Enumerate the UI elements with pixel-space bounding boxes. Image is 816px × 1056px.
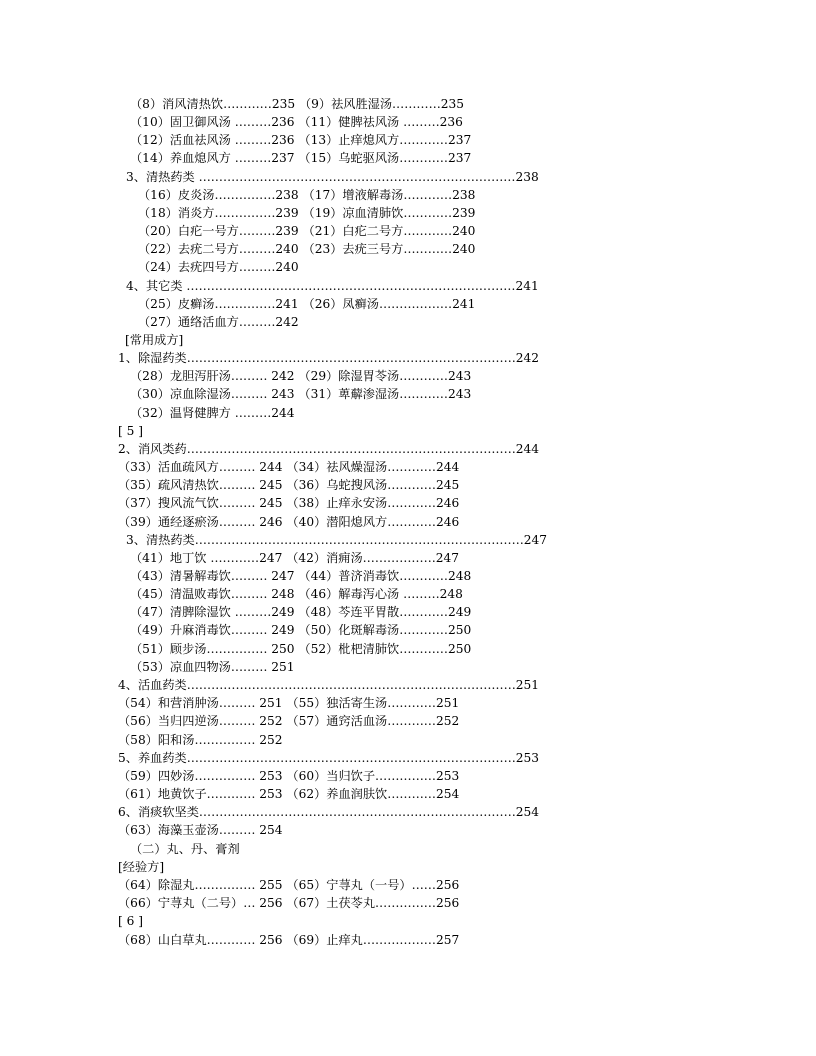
toc-entry: （68）山白草丸………… 256 （69）止痒丸………………257 [118,933,460,947]
toc-entry: （53）凉血四物汤……… 251 [130,660,295,674]
toc-entry: （47）清脾除湿饮 ………249 （48）芩连平胃散…………249 [130,605,472,619]
toc-group-heading: [常用成方] [125,333,184,347]
toc-entry: （37）搜风流气饮……… 245 （38）止痒永安汤…………246 [118,496,460,510]
toc-entry: （20）白疕一号方………239 （21）白疕二号方…………240 [138,224,476,238]
toc-section-heading: 6、消痰软坚类……………………………………………………………………254 [118,805,540,819]
page-marker: [ 5 ] [118,424,144,438]
toc-entry: （35）疏风清热饮……… 245 （36）乌蛇搜风汤…………245 [118,478,460,492]
toc-section-heading: 3、清热药类………………………………………………………………………247 [126,533,548,547]
toc-section-heading: 1、除湿药类………………………………………………………………………242 [118,351,540,365]
toc-entry: （33）活血疏风方……… 244 （34）祛风燥湿汤…………244 [118,460,460,474]
toc-entry: （39）通经逐瘀汤……… 246 （40）潜阳熄风方…………246 [118,515,460,529]
toc-section-heading: 3、清热药类 ……………………………………………………………………238 [126,170,539,184]
toc-entry: （45）清温败毒饮……… 248 （46）解毒泻心汤 ………248 [130,587,463,601]
toc-section-heading: 5、养血药类………………………………………………………………………253 [118,751,540,765]
toc-entry: （8）消风清热饮…………235 （9）祛风胜湿汤…………235 [130,97,465,111]
toc-group-heading: [经验方] [118,860,165,874]
toc-entry: （59）四妙汤…………… 253 （60）当归饮子……………253 [118,769,460,783]
toc-entry: （51）顾步汤…………… 250 （52）枇杷清肺饮…………250 [130,642,472,656]
toc-section-heading: 2、消风类药………………………………………………………………………244 [118,442,540,456]
toc-entry: （41）地丁饮 …………247 （42）消痈汤………………247 [130,551,460,565]
toc-entry: （12）活血祛风汤 ………236 （13）止痒熄风方…………237 [130,133,472,147]
toc-entry: （32）温肾健脾方 ………244 [130,406,295,420]
toc-entry: （63）海藻玉壶汤……… 254 [118,823,283,837]
toc-entry: （10）固卫御风汤 ………236 （11）健脾祛风汤 ………236 [130,115,463,129]
toc-group-heading: （二）丸、丹、膏剂 [130,842,240,856]
toc-entry: （66）宁荨丸（二号）… 256 （67）土茯苓丸……………256 [118,896,460,910]
toc-entry: （64）除湿丸…………… 255 （65）宁荨丸（一号）……256 [118,878,460,892]
toc-entry: （22）去疣二号方………240 （23）去疣三号方…………240 [138,242,476,256]
toc-entry: （28）龙胆泻肝汤……… 242 （29）除湿胃苓汤…………243 [130,369,472,383]
toc-entry: （25）皮癣汤……………241 （26）凤癣汤………………241 [138,297,476,311]
toc-entry: （58）阳和汤…………… 252 [118,733,283,747]
toc-entry: （30）凉血除湿汤……… 243 （31）萆薢渗湿汤…………243 [130,387,472,401]
toc-entry: （27）通络活血方………242 [138,315,299,329]
toc-section-heading: 4、其它类 ………………………………………………………………………241 [126,279,539,293]
toc-entry: （49）升麻消毒饮……… 249 （50）化斑解毒汤…………250 [130,623,472,637]
page-marker: [ 6 ] [118,914,144,928]
toc-entry: （61）地黄饮子………… 253 （62）养血润肤饮…………254 [118,787,460,801]
toc-entry: （56）当归四逆汤……… 252 （57）通窍活血汤…………252 [118,714,460,728]
toc-entry: （14）养血熄风方 ………237 （15）乌蛇驱风汤…………237 [130,151,472,165]
toc-entry: （54）和营消肿汤……… 251 （55）独活寄生汤…………251 [118,696,460,710]
toc-entry: （43）清暑解毒饮……… 247 （44）普济消毒饮…………248 [130,569,472,583]
toc-entry: （24）去疣四号方………240 [138,260,299,274]
toc-section-heading: 4、活血药类………………………………………………………………………251 [118,678,540,692]
toc-entry: （16）皮炎汤……………238 （17）增液解毒汤…………238 [138,188,476,202]
toc-entry: （18）消炎方……………239 （19）凉血清肺饮…………239 [138,206,476,220]
